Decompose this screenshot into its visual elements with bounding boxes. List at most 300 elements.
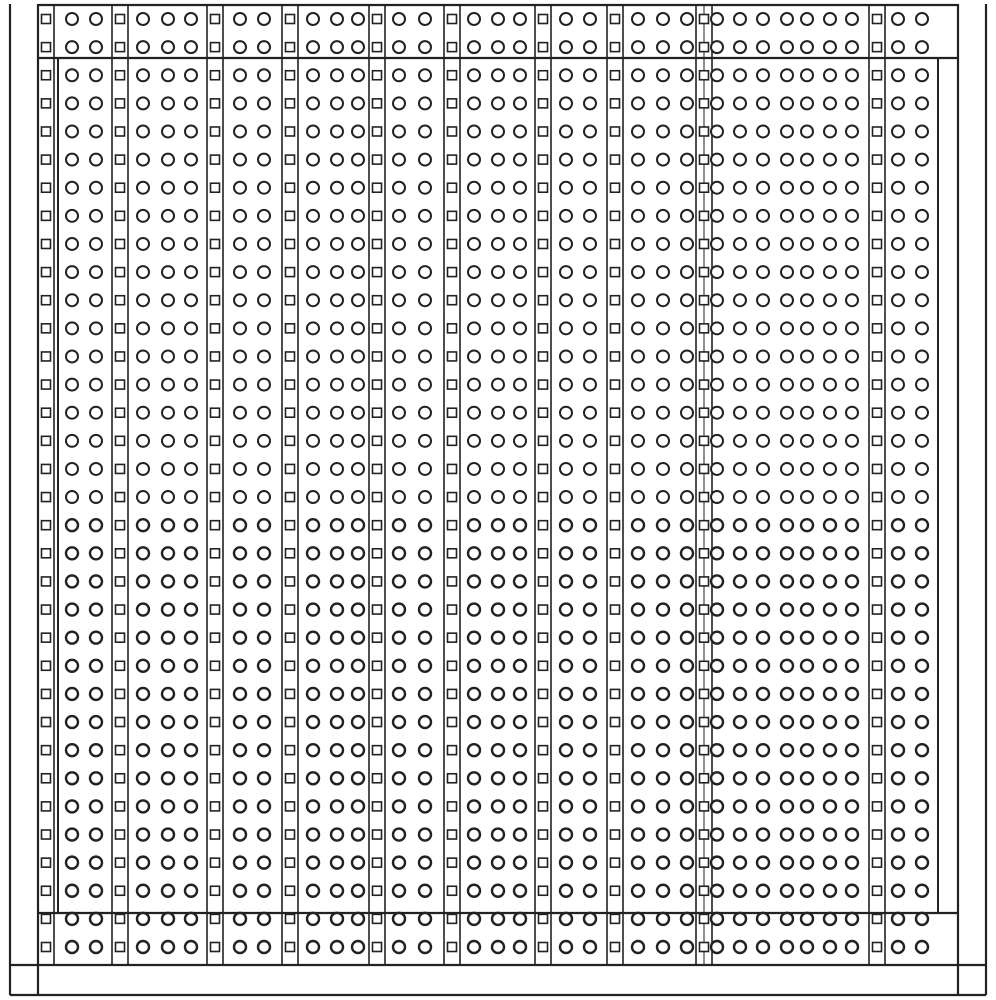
- round-hole: [66, 519, 78, 531]
- round-hole: [657, 800, 669, 812]
- round-hole: [681, 97, 693, 109]
- round-hole: [584, 69, 596, 81]
- round-hole: [584, 688, 596, 700]
- square-hole: [700, 324, 709, 333]
- square-hole: [873, 464, 882, 473]
- square-hole: [539, 718, 548, 727]
- round-hole: [584, 435, 596, 447]
- round-hole: [584, 575, 596, 587]
- round-hole: [185, 41, 197, 53]
- round-hole: [734, 435, 746, 447]
- round-hole: [185, 266, 197, 278]
- square-hole: [211, 549, 220, 558]
- square-hole: [286, 268, 295, 277]
- round-hole: [757, 379, 769, 391]
- round-hole: [824, 41, 836, 53]
- round-hole: [185, 941, 197, 953]
- round-hole: [801, 266, 813, 278]
- round-hole: [757, 182, 769, 194]
- square-hole: [211, 183, 220, 192]
- round-hole: [916, 829, 928, 841]
- round-hole: [419, 660, 431, 672]
- square-hole: [611, 886, 620, 895]
- round-hole: [801, 716, 813, 728]
- round-hole: [584, 463, 596, 475]
- round-hole: [185, 210, 197, 222]
- square-hole: [116, 43, 125, 52]
- square-hole: [611, 661, 620, 670]
- round-hole: [514, 41, 526, 53]
- round-hole: [258, 519, 270, 531]
- round-hole: [681, 407, 693, 419]
- round-hole: [916, 941, 928, 953]
- round-hole: [90, 294, 102, 306]
- round-hole: [657, 463, 669, 475]
- round-hole: [514, 13, 526, 25]
- square-hole: [873, 127, 882, 136]
- round-hole: [824, 744, 836, 756]
- square-hole: [448, 718, 457, 727]
- round-hole: [419, 519, 431, 531]
- round-hole: [419, 772, 431, 784]
- round-hole: [734, 154, 746, 166]
- round-hole: [916, 885, 928, 897]
- square-hole: [42, 830, 51, 839]
- round-hole: [468, 857, 480, 869]
- round-hole: [584, 13, 596, 25]
- square-hole: [286, 43, 295, 52]
- square-hole: [873, 296, 882, 305]
- square-hole: [286, 549, 295, 558]
- square-hole: [211, 408, 220, 417]
- round-hole: [492, 322, 504, 334]
- round-hole: [824, 688, 836, 700]
- square-hole: [448, 408, 457, 417]
- round-hole: [892, 182, 904, 194]
- round-hole: [824, 350, 836, 362]
- round-hole: [892, 913, 904, 925]
- round-hole: [824, 941, 836, 953]
- round-hole: [514, 97, 526, 109]
- round-hole: [393, 575, 405, 587]
- round-hole: [711, 154, 723, 166]
- round-hole: [352, 491, 364, 503]
- round-hole: [711, 125, 723, 137]
- round-hole: [916, 519, 928, 531]
- round-hole: [185, 885, 197, 897]
- square-hole: [611, 436, 620, 445]
- round-hole: [514, 182, 526, 194]
- square-hole: [42, 746, 51, 755]
- round-hole: [66, 547, 78, 559]
- round-hole: [185, 857, 197, 869]
- round-hole: [514, 379, 526, 391]
- round-hole: [846, 407, 858, 419]
- round-hole: [234, 772, 246, 784]
- square-hole: [873, 493, 882, 502]
- round-hole: [892, 97, 904, 109]
- round-hole: [916, 210, 928, 222]
- round-hole: [234, 604, 246, 616]
- round-hole: [711, 660, 723, 672]
- round-hole: [781, 885, 793, 897]
- round-hole: [331, 547, 343, 559]
- round-hole: [734, 519, 746, 531]
- round-hole: [734, 238, 746, 250]
- round-hole: [584, 604, 596, 616]
- round-hole: [757, 350, 769, 362]
- round-hole: [657, 632, 669, 644]
- round-hole: [584, 97, 596, 109]
- round-hole: [681, 716, 693, 728]
- round-hole: [781, 604, 793, 616]
- round-hole: [137, 407, 149, 419]
- square-hole: [448, 268, 457, 277]
- round-hole: [801, 491, 813, 503]
- round-hole: [681, 41, 693, 53]
- round-hole: [307, 97, 319, 109]
- round-hole: [781, 857, 793, 869]
- round-hole: [801, 125, 813, 137]
- round-hole: [560, 632, 572, 644]
- round-hole: [632, 294, 644, 306]
- round-hole: [781, 660, 793, 672]
- round-hole: [234, 182, 246, 194]
- round-hole: [307, 182, 319, 194]
- round-hole: [734, 266, 746, 278]
- square-hole: [611, 43, 620, 52]
- round-hole: [137, 491, 149, 503]
- round-hole: [66, 491, 78, 503]
- round-hole: [584, 322, 596, 334]
- round-hole: [419, 604, 431, 616]
- round-hole: [352, 154, 364, 166]
- square-hole: [116, 661, 125, 670]
- round-hole: [892, 885, 904, 897]
- round-hole: [185, 547, 197, 559]
- round-hole: [801, 575, 813, 587]
- round-hole: [632, 491, 644, 503]
- round-hole: [657, 688, 669, 700]
- round-hole: [419, 885, 431, 897]
- round-hole: [711, 716, 723, 728]
- round-hole: [162, 266, 174, 278]
- round-hole: [66, 154, 78, 166]
- square-hole: [286, 352, 295, 361]
- round-hole: [584, 829, 596, 841]
- round-hole: [657, 97, 669, 109]
- round-hole: [258, 350, 270, 362]
- round-hole: [657, 913, 669, 925]
- square-hole: [539, 99, 548, 108]
- round-hole: [916, 69, 928, 81]
- square-hole: [42, 802, 51, 811]
- round-hole: [307, 632, 319, 644]
- round-hole: [352, 857, 364, 869]
- round-hole: [560, 604, 572, 616]
- round-hole: [492, 97, 504, 109]
- round-hole: [258, 744, 270, 756]
- round-hole: [916, 322, 928, 334]
- round-hole: [711, 491, 723, 503]
- round-hole: [916, 41, 928, 53]
- round-hole: [734, 688, 746, 700]
- round-hole: [66, 800, 78, 812]
- round-hole: [307, 857, 319, 869]
- round-hole: [734, 97, 746, 109]
- round-hole: [258, 800, 270, 812]
- round-hole: [681, 800, 693, 812]
- square-hole: [211, 577, 220, 586]
- round-hole: [393, 350, 405, 362]
- round-hole: [137, 688, 149, 700]
- square-hole: [700, 43, 709, 52]
- round-hole: [137, 350, 149, 362]
- round-hole: [66, 913, 78, 925]
- square-hole: [611, 605, 620, 614]
- round-hole: [892, 491, 904, 503]
- round-hole: [90, 435, 102, 447]
- round-hole: [419, 913, 431, 925]
- round-hole: [681, 632, 693, 644]
- round-hole: [781, 688, 793, 700]
- round-hole: [632, 69, 644, 81]
- round-hole: [393, 632, 405, 644]
- round-hole: [307, 491, 319, 503]
- square-hole: [211, 15, 220, 24]
- square-hole: [873, 661, 882, 670]
- square-hole: [611, 718, 620, 727]
- square-hole: [611, 408, 620, 417]
- square-hole: [448, 493, 457, 502]
- square-hole: [539, 71, 548, 80]
- round-hole: [162, 744, 174, 756]
- round-hole: [584, 41, 596, 53]
- round-hole: [185, 294, 197, 306]
- round-hole: [711, 294, 723, 306]
- round-hole: [560, 182, 572, 194]
- square-hole: [286, 521, 295, 530]
- round-hole: [393, 604, 405, 616]
- round-hole: [90, 154, 102, 166]
- square-hole: [700, 99, 709, 108]
- round-hole: [734, 322, 746, 334]
- square-hole: [873, 605, 882, 614]
- round-hole: [801, 744, 813, 756]
- square-hole: [286, 15, 295, 24]
- round-hole: [234, 857, 246, 869]
- round-hole: [307, 800, 319, 812]
- round-hole: [560, 97, 572, 109]
- round-hole: [824, 632, 836, 644]
- round-hole: [657, 379, 669, 391]
- round-hole: [307, 41, 319, 53]
- round-hole: [258, 632, 270, 644]
- round-hole: [916, 125, 928, 137]
- round-hole: [824, 660, 836, 672]
- round-hole: [258, 322, 270, 334]
- round-hole: [307, 350, 319, 362]
- square-hole: [700, 577, 709, 586]
- round-hole: [258, 716, 270, 728]
- square-hole: [873, 943, 882, 952]
- round-hole: [90, 800, 102, 812]
- round-hole: [234, 688, 246, 700]
- square-hole: [42, 324, 51, 333]
- round-hole: [468, 238, 480, 250]
- round-hole: [393, 322, 405, 334]
- round-hole: [258, 407, 270, 419]
- round-hole: [234, 519, 246, 531]
- round-hole: [492, 407, 504, 419]
- round-hole: [331, 379, 343, 391]
- round-hole: [393, 463, 405, 475]
- round-hole: [492, 69, 504, 81]
- square-hole: [539, 661, 548, 670]
- round-hole: [734, 885, 746, 897]
- round-hole: [757, 294, 769, 306]
- square-hole: [611, 689, 620, 698]
- round-hole: [801, 885, 813, 897]
- round-hole: [734, 41, 746, 53]
- square-hole: [42, 605, 51, 614]
- round-hole: [234, 322, 246, 334]
- round-hole: [307, 575, 319, 587]
- round-hole: [162, 660, 174, 672]
- round-hole: [258, 913, 270, 925]
- round-hole: [657, 182, 669, 194]
- round-hole: [657, 941, 669, 953]
- square-hole: [373, 943, 382, 952]
- round-hole: [90, 97, 102, 109]
- round-hole: [916, 182, 928, 194]
- round-hole: [66, 294, 78, 306]
- round-hole: [258, 154, 270, 166]
- round-hole: [90, 575, 102, 587]
- round-hole: [393, 491, 405, 503]
- square-hole: [116, 155, 125, 164]
- round-hole: [331, 941, 343, 953]
- square-hole: [211, 605, 220, 614]
- round-hole: [468, 660, 480, 672]
- round-hole: [66, 266, 78, 278]
- round-hole: [419, 744, 431, 756]
- round-hole: [90, 210, 102, 222]
- square-hole: [873, 408, 882, 417]
- round-hole: [162, 125, 174, 137]
- round-hole: [711, 379, 723, 391]
- round-hole: [419, 322, 431, 334]
- square-hole: [873, 211, 882, 220]
- round-hole: [757, 125, 769, 137]
- square-hole: [873, 380, 882, 389]
- square-hole: [539, 268, 548, 277]
- round-hole: [331, 41, 343, 53]
- square-hole: [700, 886, 709, 895]
- square-hole: [873, 914, 882, 923]
- square-hole: [448, 296, 457, 305]
- round-hole: [258, 182, 270, 194]
- round-hole: [584, 294, 596, 306]
- square-hole: [286, 127, 295, 136]
- round-hole: [419, 41, 431, 53]
- square-hole: [448, 71, 457, 80]
- round-hole: [560, 491, 572, 503]
- round-hole: [514, 744, 526, 756]
- round-hole: [66, 744, 78, 756]
- square-hole: [373, 521, 382, 530]
- round-hole: [90, 744, 102, 756]
- round-hole: [234, 125, 246, 137]
- round-hole: [162, 210, 174, 222]
- square-hole: [448, 577, 457, 586]
- round-hole: [824, 210, 836, 222]
- round-hole: [584, 800, 596, 812]
- round-hole: [824, 519, 836, 531]
- square-hole: [539, 549, 548, 558]
- round-hole: [681, 463, 693, 475]
- square-hole: [873, 746, 882, 755]
- round-hole: [657, 857, 669, 869]
- square-hole: [286, 99, 295, 108]
- round-hole: [657, 519, 669, 531]
- square-hole: [373, 71, 382, 80]
- round-hole: [916, 350, 928, 362]
- round-hole: [514, 772, 526, 784]
- square-hole: [211, 830, 220, 839]
- round-hole: [757, 632, 769, 644]
- round-hole: [781, 379, 793, 391]
- square-hole: [539, 127, 548, 136]
- round-hole: [162, 716, 174, 728]
- round-hole: [185, 913, 197, 925]
- round-hole: [560, 800, 572, 812]
- round-hole: [258, 941, 270, 953]
- round-hole: [681, 322, 693, 334]
- round-hole: [492, 125, 504, 137]
- round-hole: [560, 660, 572, 672]
- round-hole: [801, 772, 813, 784]
- round-hole: [801, 688, 813, 700]
- square-hole: [611, 183, 620, 192]
- round-hole: [66, 632, 78, 644]
- square-hole: [116, 774, 125, 783]
- square-hole: [373, 436, 382, 445]
- square-hole: [373, 914, 382, 923]
- round-hole: [824, 547, 836, 559]
- round-hole: [846, 322, 858, 334]
- round-hole: [185, 97, 197, 109]
- round-hole: [892, 350, 904, 362]
- round-hole: [711, 435, 723, 447]
- round-hole: [258, 238, 270, 250]
- square-hole: [373, 352, 382, 361]
- round-hole: [632, 407, 644, 419]
- round-hole: [137, 716, 149, 728]
- round-hole: [307, 519, 319, 531]
- round-hole: [258, 660, 270, 672]
- round-hole: [824, 772, 836, 784]
- round-hole: [584, 885, 596, 897]
- square-hole: [286, 689, 295, 698]
- round-hole: [419, 632, 431, 644]
- round-hole: [90, 125, 102, 137]
- round-hole: [657, 322, 669, 334]
- round-hole: [185, 125, 197, 137]
- round-hole: [419, 210, 431, 222]
- square-hole: [373, 380, 382, 389]
- round-hole: [801, 913, 813, 925]
